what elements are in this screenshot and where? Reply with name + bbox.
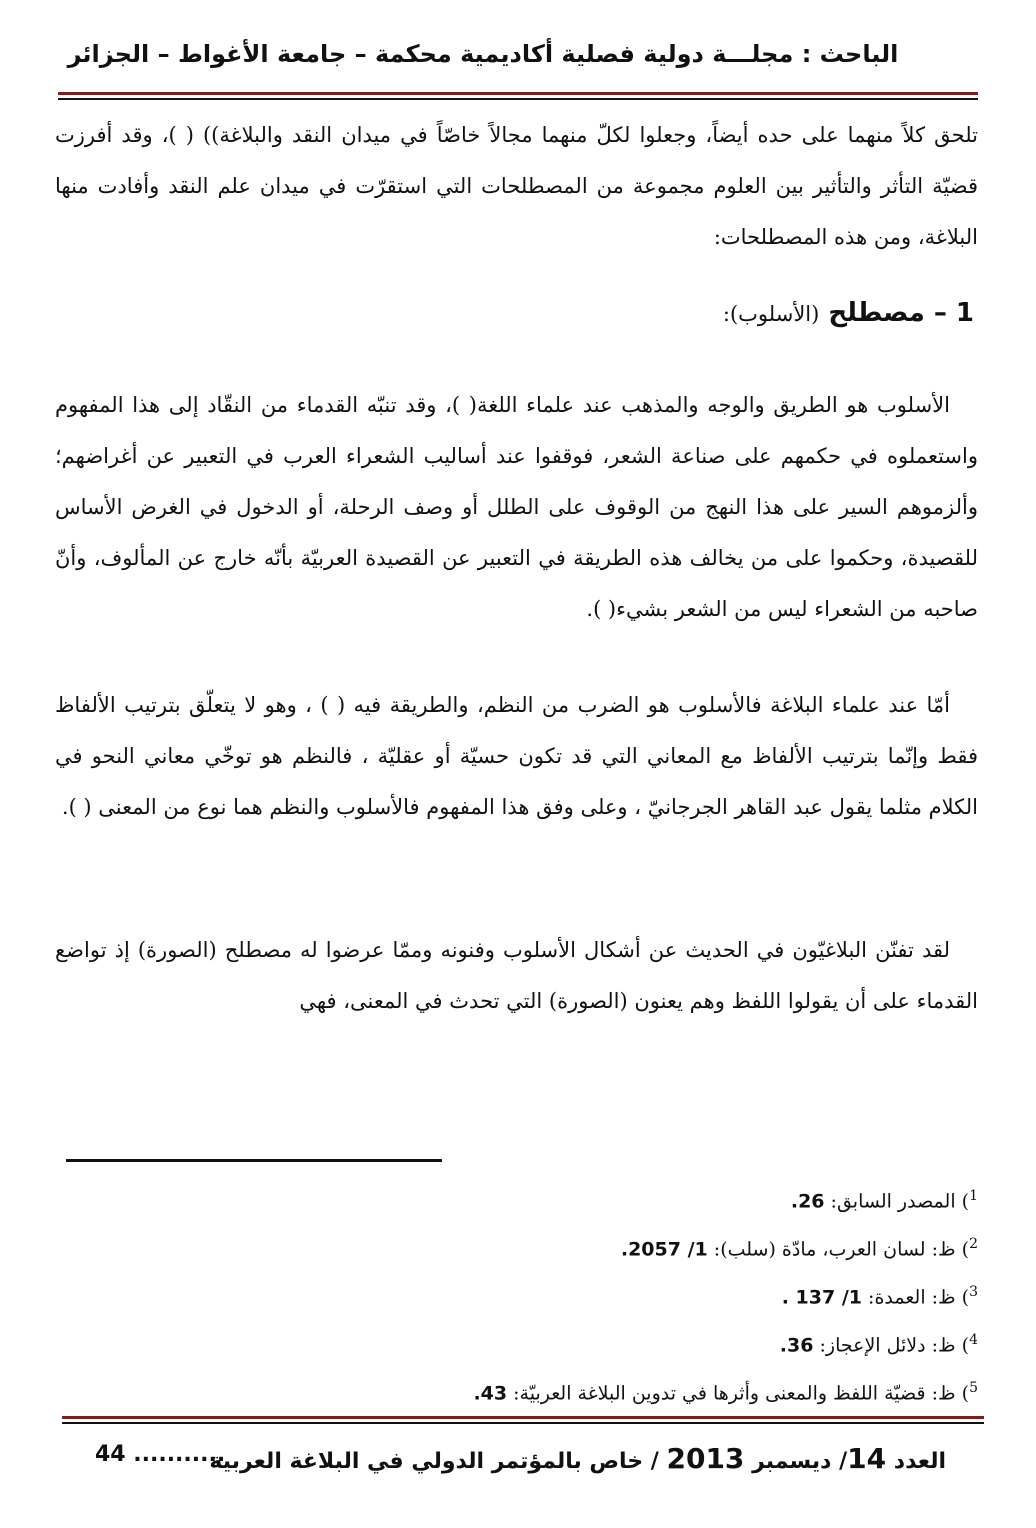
footnote-item: $^2$) ظ: لسان العرب، مادّة (سلب): 1/ 2057.: [620, 1236, 978, 1261]
footnote-number: 2: [969, 1236, 978, 1252]
footnote-text: ظ: لسان العرب، مادّة (سلب):: [707, 1238, 956, 1261]
section-heading: [723, 298, 974, 328]
paragraph-1-text: الأسلوب هو الطريق والوجه والمذهب عند علماء اللغة( )، وقد تنبّه القدماء من النقّاد إلى هذا المفهوم واستعملوه في حكمهم على صناعة الشعر، فوقفوا عند أساليب الشعراء العرب في التعبير عن أغراضهم؛ وألزموهم السير على هذا النهج من الوقوف على الطلل أو وصف الرحلة، أو الدخول في الغرض الأساس للقصيدة، وحكموا على من يخالف هذه الطريقة في التعبير عن القصيدة العربيّة بأنّه خارج عن المألوف، وأنّ صاحبه من الشعراء ليس من الشعر بشيء( ).: [55, 393, 978, 621]
header-rule: [58, 92, 978, 95]
footnote-number: 3: [969, 1284, 978, 1300]
section-term: (الأسلوب): [729, 302, 820, 326]
footnote-item: $^4$) ظ: دلائل الإعجاز: 36.: [779, 1332, 978, 1357]
footnote-text: ظ: العمدة:: [862, 1286, 956, 1309]
footnote-text: المصدر السابق:: [824, 1190, 956, 1213]
section-colon: :: [722, 302, 730, 326]
paragraph-2-text: أمّا عند علماء البلاغة فالأسلوب هو الضرب من النظم، والطريقة فيه ( ) ، وهو لا يتعلّق بترتيب الألفاظ فقط وإنّما بترتيب الألفاظ مع المعاني التي قد تكون حسيّة أو عقليّة ، فالنظم هو توخّي معاني النحو في الكلام مثلما يقول عبد القاهر الجرجانيّ ، وعلى وفق هذا المفهوم فالأسلوب والنظم هما نوع من المعنى ( ).: [55, 693, 978, 819]
footer-issue-label: العدد: [893, 1449, 946, 1474]
footnote-ref: 36.: [779, 1334, 814, 1357]
footnote-item: $^1$) المصدر السابق: 26.: [790, 1188, 978, 1213]
footnote-ref: 1/ 2057.: [620, 1238, 708, 1261]
footnote-item: $^3$) ظ: العمدة: 1/ 137 .: [781, 1284, 978, 1309]
paragraph-2: [55, 680, 978, 833]
footer-month: / ديسمبر: [752, 1449, 848, 1474]
footer-issue-number: 14: [847, 1442, 887, 1475]
footer-year: 2013: [666, 1442, 745, 1475]
section-number-title: 1 – مصطلح: [828, 298, 974, 328]
paragraph-3: [55, 925, 978, 1027]
footnote-number: 4: [969, 1332, 978, 1348]
footnote-item: $^5$) ظ: قضيّة اللفظ والمعنى وأثرها في تدوين البلاغة العربيّة: 43.: [473, 1380, 978, 1405]
footer-special: / خاص بالمؤتمر الدولي في البلاغة العربية: [209, 1449, 659, 1474]
paragraph-3-text: لقد تفنّن البلاغيّون في الحديث عن أشكال الأسلوب وفنونه وممّا عرضوا له مصطلح (الصورة) إذ تواضع القدماء على أن يقولوا اللفظ وهم يعنون (الصورة) التي تحدث في المعنى، فهي: [55, 938, 978, 1013]
footnotes: [380, 1172, 978, 1412]
footnote-ref: 1/ 137 .: [781, 1286, 863, 1309]
header-rule-thin: [58, 98, 978, 100]
intro-paragraph: [55, 110, 978, 263]
footnote-text: ظ: قضيّة اللفظ والمعنى وأثرها في تدوين البلاغة العربيّة:: [507, 1382, 956, 1405]
page-footer: [95, 1442, 946, 1475]
footnote-number: 1: [969, 1188, 978, 1204]
paragraph-1: [55, 380, 978, 635]
running-header: الباحث : مجلـــة دولية فصلية أكاديمية محكمة – جامعة الأغواط – الجزائر: [67, 40, 899, 68]
footnote-ref: 43.: [473, 1382, 508, 1405]
footnote-text: ظ: دلائل الإعجاز:: [813, 1334, 956, 1357]
page-number: 44 ...........: [95, 1442, 226, 1467]
intro-text: تلحق كلاً منهما على حده أيضاً، وجعلوا لكلّ منهما مجالاً خاصّاً في ميدان النقد والبلاغة)) ( )، وقد أفرزت قضيّة التأثر والتأثير بين العلوم مجموعة من المصطلحات التي استقرّت في ميدان علم النقد وأفادت منها البلاغة، ومن هذه المصطلحات:: [55, 123, 978, 249]
footnote-number: 5: [969, 1380, 978, 1396]
footnote-separator: [66, 1159, 442, 1162]
footnote-ref: 26.: [790, 1190, 825, 1213]
footer-rule: [62, 1416, 984, 1419]
footer-rule-thin: [62, 1422, 984, 1424]
